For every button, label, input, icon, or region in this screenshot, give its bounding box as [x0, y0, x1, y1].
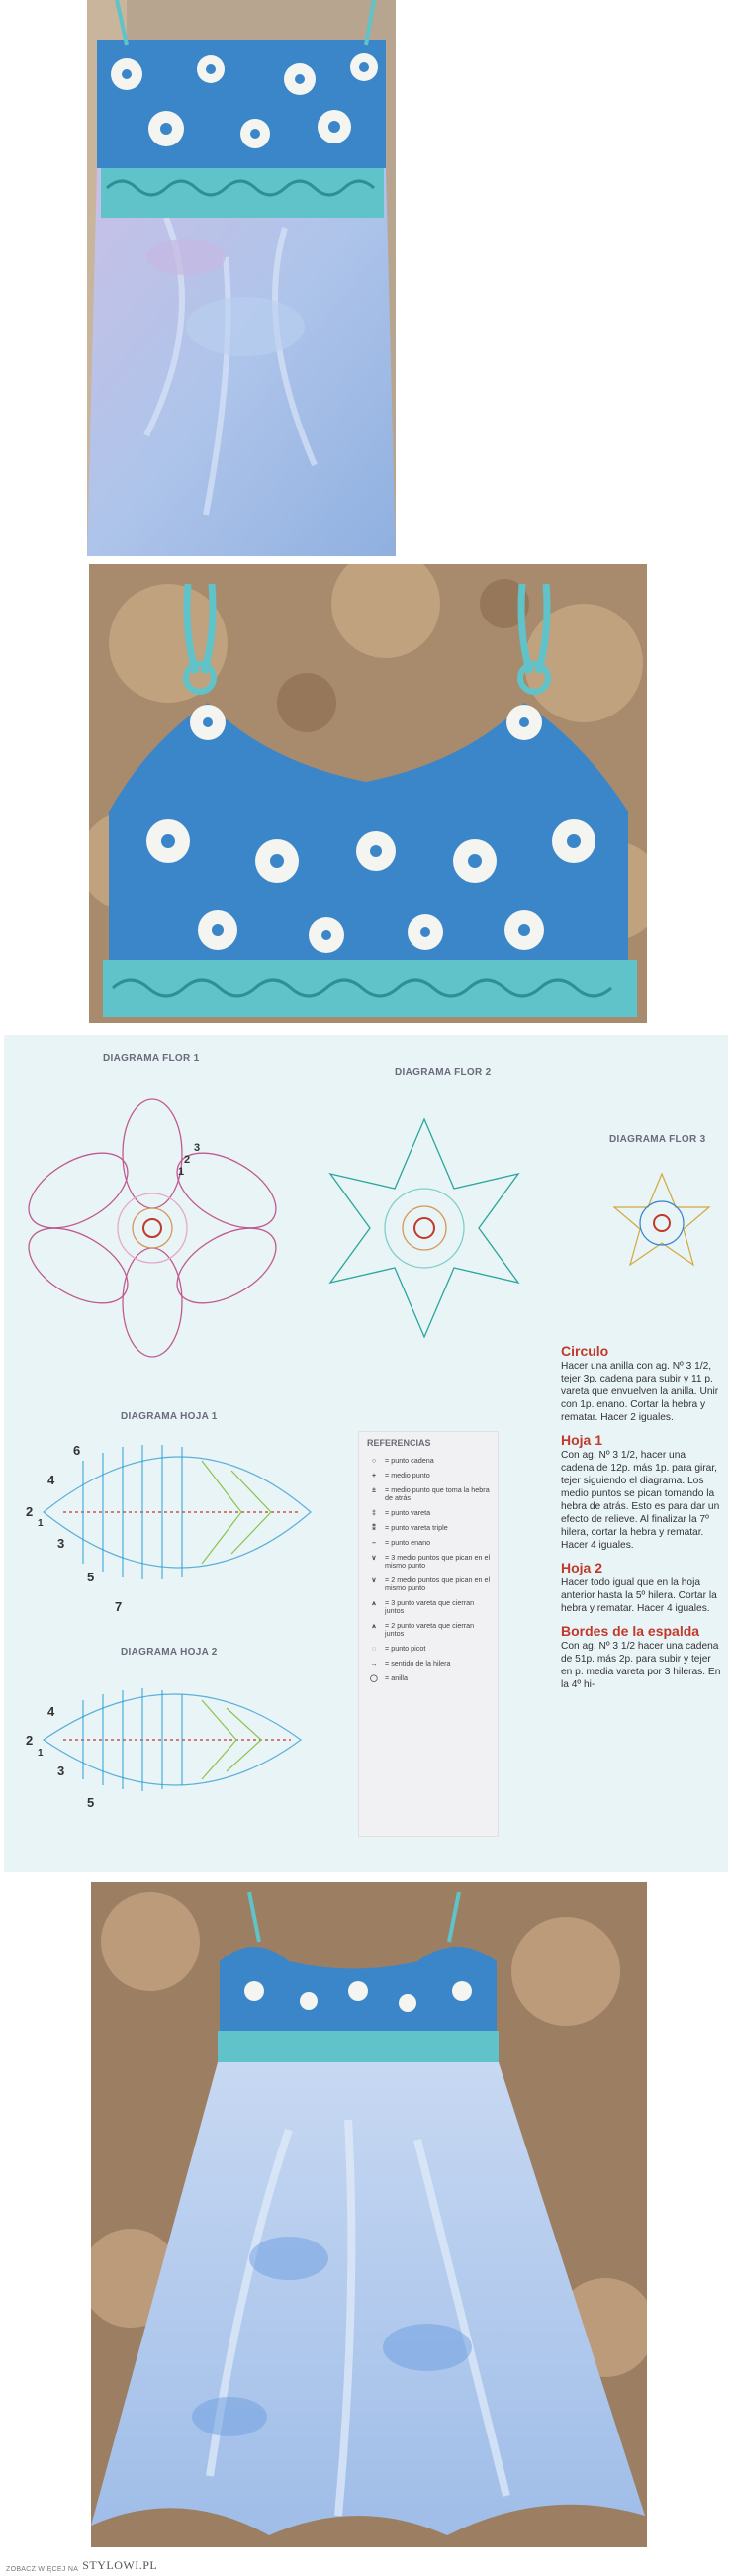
instruction-body: Hacer una anilla con ag. Nº 3 1/2, tejer 3p. cadena para subir y 11 p. vareta que envuelven la anilla. Unir con 1p. enano. Cortar la hebra y rematar. Hacer 2 iguales.	[561, 1361, 719, 1423]
instruction-title: Bordes de la espalda	[561, 1623, 700, 1639]
reference-label: = punto vareta	[385, 1508, 431, 1517]
instruction-title: Circulo	[561, 1343, 609, 1359]
reference-item	[359, 1642, 498, 1657]
photo-full-dress	[91, 1882, 647, 2547]
diagram-title-flor2: DIAGRAMA FLOR 2	[395, 1067, 492, 1078]
reference-label: = 2 punto vareta que cierran juntos	[385, 1621, 475, 1638]
reference-label: = 3 medio puntos que pican en el mismo punto	[385, 1553, 491, 1570]
hoja1-row-number: 4	[47, 1473, 55, 1487]
reference-label: = 3 punto vareta que cierran juntos	[385, 1598, 475, 1615]
hoja1-row-number: 5	[87, 1570, 95, 1584]
reference-item	[359, 1619, 498, 1642]
reference-symbol: ⩚	[371, 1621, 377, 1630]
reference-label: = punto cadena	[385, 1456, 434, 1465]
footer-prefix: ZOBACZ WIĘCEJ NA	[6, 2566, 79, 2573]
diagram-title-flor3: DIAGRAMA FLOR 3	[609, 1134, 706, 1145]
reference-item	[359, 1469, 498, 1483]
reference-symbol: ∨	[371, 1575, 377, 1584]
instruction-title: Hoja 1	[561, 1432, 603, 1448]
reference-label: = sentido de la hilera	[385, 1659, 451, 1668]
hoja2-row-number: 2	[26, 1733, 34, 1748]
diagram-title-hoja2: DIAGRAMA HOJA 2	[121, 1647, 218, 1658]
reference-item	[359, 1596, 498, 1619]
reference-item	[359, 1551, 498, 1574]
reference-label: = medio punto que toma la hebra de atrás	[385, 1485, 490, 1502]
hoja2-diagram	[44, 1688, 301, 1791]
diagram-title-flor1: DIAGRAMA FLOR 1	[103, 1053, 200, 1064]
reference-label: = punto enano	[385, 1538, 431, 1547]
hoja1-row-number: 6	[73, 1443, 81, 1458]
footer-watermark	[6, 2559, 157, 2573]
reference-item	[359, 1671, 498, 1686]
flor1-row-number: 3	[194, 1142, 201, 1154]
crochet-pattern-diagram	[4, 1035, 728, 1872]
reference-label: = punto vareta triple	[385, 1523, 448, 1532]
reference-symbol: ‡	[372, 1508, 376, 1517]
hoja2-row-number: 4	[47, 1704, 55, 1719]
reference-symbol: ○	[371, 1456, 377, 1465]
reference-label: = anilla	[385, 1673, 408, 1682]
reference-item	[359, 1483, 498, 1506]
flor1-row-number: 1	[178, 1166, 185, 1178]
hoja1-diagram	[44, 1445, 311, 1579]
reference-item	[359, 1657, 498, 1671]
reference-item	[359, 1536, 498, 1551]
hoja2-row-number: 5	[87, 1795, 95, 1810]
reference-symbol: ⩚	[371, 1598, 377, 1607]
reference-item	[359, 1574, 498, 1596]
reference-symbol: ◌	[371, 1644, 377, 1653]
reference-symbol: ⁑	[372, 1523, 376, 1532]
reference-symbol: ±	[372, 1485, 376, 1494]
hoja1-row-number: 2	[26, 1504, 34, 1519]
instruction-body: Con ag. Nº 3 1/2 hacer una cadena de 51p. más 2p. para subir y tejer en p. media vareta por 3 hileras. En la 4º hi-	[561, 1641, 721, 1690]
photo-crochet-top	[89, 564, 647, 1023]
reference-item	[359, 1506, 498, 1521]
instructions-text	[561, 1345, 721, 1691]
reference-symbol: →	[370, 1659, 378, 1668]
reference-symbol: ◯	[369, 1673, 379, 1682]
instruction-body: Hacer todo igual que en la hoja anterior hasta la 5º hilera. Cortar la hebra y rematar. Hacer 4 iguales.	[561, 1577, 717, 1614]
flor1-diagram	[16, 1099, 288, 1357]
hoja1-row-number: 7	[115, 1599, 123, 1614]
reference-item	[359, 1521, 498, 1536]
hoja1-row-number: 3	[57, 1536, 65, 1551]
hoja2-row-number: 1	[38, 1748, 44, 1759]
diagram-title-hoja1: DIAGRAMA HOJA 1	[121, 1411, 218, 1422]
hoja1-row-number: 1	[38, 1518, 44, 1529]
flor2-diagram	[330, 1119, 518, 1337]
footer-brand[interactable]: STYLOWI.PL	[82, 2558, 158, 2572]
reference-label: = 2 medio puntos que pican en el mismo punto	[385, 1575, 491, 1592]
referencias-title: REFERENCIAS	[367, 1438, 431, 1448]
photo-dress-closeup	[87, 0, 396, 556]
reference-label: = medio punto	[385, 1471, 430, 1479]
flor1-row-number: 2	[184, 1154, 191, 1166]
reference-symbol: ∨	[371, 1553, 377, 1562]
instruction-body: Con ag. Nº 3 1/2, hacer una cadena de 12p. más 1p. para girar, tejer siguiendo el diagrama. Los medio puntos se pican tomando la hebra de atrás. Esto es para dar un efecto de relieve. Al finalizar la 7º hilera, cortar la hebra y rematar. Hacer 4 iguales.	[561, 1450, 720, 1551]
reference-symbol: –	[372, 1538, 376, 1547]
reference-label: = punto picot	[385, 1644, 426, 1653]
instruction-title: Hoja 2	[561, 1560, 603, 1575]
reference-item	[359, 1454, 498, 1469]
flor3-diagram	[614, 1174, 709, 1265]
reference-symbol: +	[371, 1471, 377, 1479]
referencias-legend	[358, 1431, 499, 1837]
hoja2-row-number: 3	[57, 1764, 65, 1778]
